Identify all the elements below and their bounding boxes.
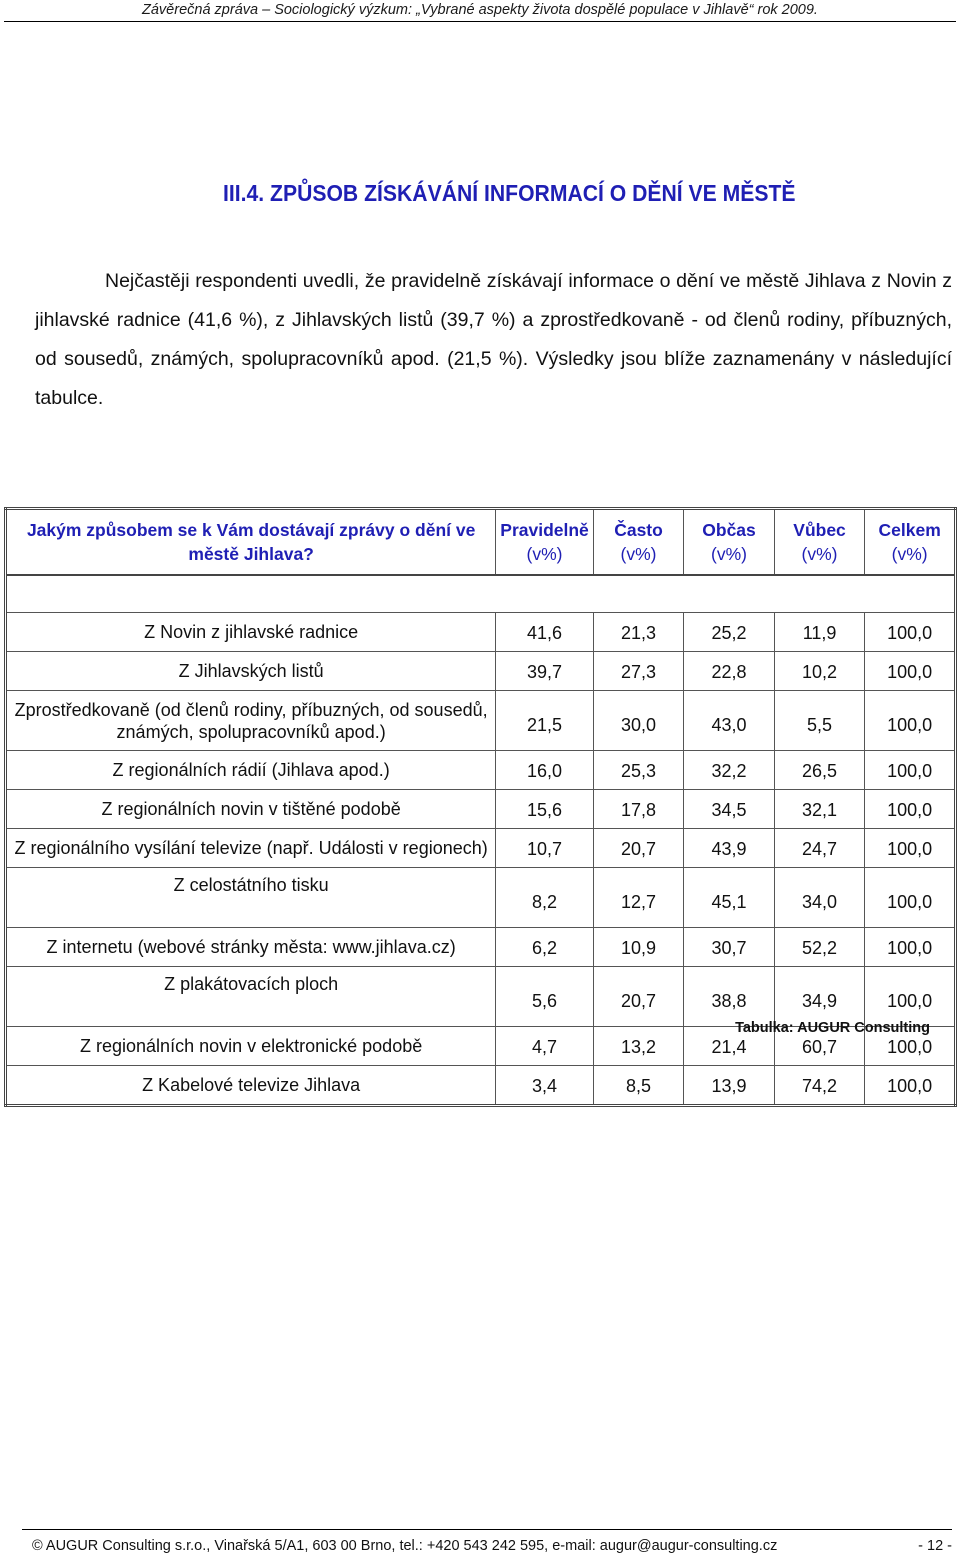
table-row [6,1066,956,1106]
gap-cell [6,575,956,613]
value-cell: 100,0 [865,751,956,790]
value-cell: 17,8 [593,790,683,829]
row-label: Z plakátovacích ploch [6,967,496,1027]
page-number: - 12 - [918,1538,952,1554]
column-name: Občas [702,520,756,540]
table-row [6,829,956,868]
header-rule [4,21,956,22]
value-cell: 100,0 [865,967,956,1027]
table-row [6,790,956,829]
value-cell: 10,9 [593,928,683,967]
column-header [593,509,683,576]
value-cell: 15,6 [496,790,594,829]
value-cell: 100,0 [865,691,956,751]
value-cell: 4,7 [496,1027,594,1066]
value-cell: 100,0 [865,829,956,868]
value-cell: 27,3 [593,652,683,691]
value-cell: 30,0 [593,691,683,751]
value-cell: 30,7 [684,928,775,967]
column-name: Vůbec [793,520,846,540]
running-header: Závěrečná zpráva – Sociologický výzkum: „Vybrané aspekty života dospělé populace v Jihlavě“ rok 2009. [142,2,818,18]
column-unit: (v%) [526,544,563,564]
value-cell: 100,0 [865,1027,956,1066]
value-cell: 74,2 [774,1066,865,1106]
value-cell: 10,2 [774,652,865,691]
row-label: Z regionálních novin v elektronické podobě [6,1027,496,1066]
row-label: Zprostředkovaně (od členů rodiny, příbuzných, od sousedů, známých, spolupracovníků apod.) [6,691,496,751]
column-unit: (v%) [711,544,747,564]
value-cell: 8,2 [496,868,594,928]
value-cell: 52,2 [774,928,865,967]
column-name: Pravidelně [500,520,589,540]
page-footer [32,1538,952,1554]
row-label: Z Kabelové televize Jihlava [6,1066,496,1106]
table-row [6,928,956,967]
value-cell: 21,3 [593,613,683,652]
value-cell: 45,1 [684,868,775,928]
value-cell: 26,5 [774,751,865,790]
table-row [6,967,956,1027]
column-unit: (v%) [620,544,657,564]
table-row [6,751,956,790]
value-cell: 43,9 [684,829,775,868]
footer-rule [22,1529,952,1530]
row-label: Z regionálních novin v tištěné podobě [6,790,496,829]
column-unit: (v%) [801,544,838,564]
value-cell: 24,7 [774,829,865,868]
value-cell: 21,4 [684,1027,775,1066]
value-cell: 34,5 [684,790,775,829]
value-cell: 12,7 [593,868,683,928]
row-label: Z internetu (webové stránky města: www.jihlava.cz) [6,928,496,967]
value-cell: 100,0 [865,868,956,928]
value-cell: 38,8 [684,967,775,1027]
table-source: Tabulka: AUGUR Consulting [735,1020,930,1036]
value-cell: 25,2 [684,613,775,652]
value-cell: 100,0 [865,790,956,829]
table-row [6,613,956,652]
table-row [6,691,956,751]
value-cell: 8,5 [593,1066,683,1106]
footer-contact: © AUGUR Consulting s.r.o., Vinařská 5/A1, 603 00 Brno, tel.: +420 543 242 595, e-mail: augur@augur-consulting.cz [32,1538,778,1554]
value-cell: 5,6 [496,967,594,1027]
value-cell: 43,0 [684,691,775,751]
table-header-row [6,509,956,576]
value-cell: 3,4 [496,1066,594,1106]
value-cell: 34,9 [774,967,865,1027]
value-cell: 20,7 [593,967,683,1027]
column-name: Celkem [878,520,941,540]
value-cell: 60,7 [774,1027,865,1066]
value-cell: 25,3 [593,751,683,790]
value-cell: 13,9 [684,1066,775,1106]
intro-text: Nejčastěji respondenti uvedli, že pravidelně získávají informace o dění ve městě Jihlava z Novin z jihlavské radnice (41,6 %), z Jihlavských listů (39,7 %) a zprostředkovaně - od členů rodiny, příbuzných, od sousedů, známých, spolupracovníků apod. (21,5 %). Výsledky jsou blíže zaznamenány v následující tabulce. [35,270,952,409]
value-cell: 100,0 [865,613,956,652]
value-cell: 100,0 [865,652,956,691]
row-label: Z Novin z jihlavské radnice [6,613,496,652]
value-cell: 100,0 [865,1066,956,1106]
question-header: Jakým způsobem se k Vám dostávají zprávy o dění ve městě Jihlava? [6,509,496,576]
table-row [6,868,956,928]
table-row [6,652,956,691]
row-label: Z regionálních rádií (Jihlava apod.) [6,751,496,790]
column-name: Často [614,520,663,540]
intro-paragraph [35,262,952,418]
results-table [4,507,957,1107]
table-gap-row [6,575,956,613]
column-unit: (v%) [891,544,928,564]
column-header [774,509,865,576]
value-cell: 13,2 [593,1027,683,1066]
row-label: Z Jihlavských listů [6,652,496,691]
value-cell: 10,7 [496,829,594,868]
value-cell: 32,2 [684,751,775,790]
row-label: Z celostátního tisku [6,868,496,928]
value-cell: 6,2 [496,928,594,967]
column-header [496,509,594,576]
value-cell: 100,0 [865,928,956,967]
column-header [865,509,956,576]
value-cell: 41,6 [496,613,594,652]
value-cell: 34,0 [774,868,865,928]
value-cell: 20,7 [593,829,683,868]
value-cell: 32,1 [774,790,865,829]
column-header [684,509,775,576]
value-cell: 11,9 [774,613,865,652]
row-label: Z regionálního vysílání televize (např. Události v regionech) [6,829,496,868]
value-cell: 16,0 [496,751,594,790]
section-title: III.4. ZPŮSOB ZÍSKÁVÁNÍ INFORMACÍ O DĚNÍ VE MĚSTĚ [223,180,796,206]
value-cell: 5,5 [774,691,865,751]
value-cell: 22,8 [684,652,775,691]
value-cell: 21,5 [496,691,594,751]
value-cell: 39,7 [496,652,594,691]
